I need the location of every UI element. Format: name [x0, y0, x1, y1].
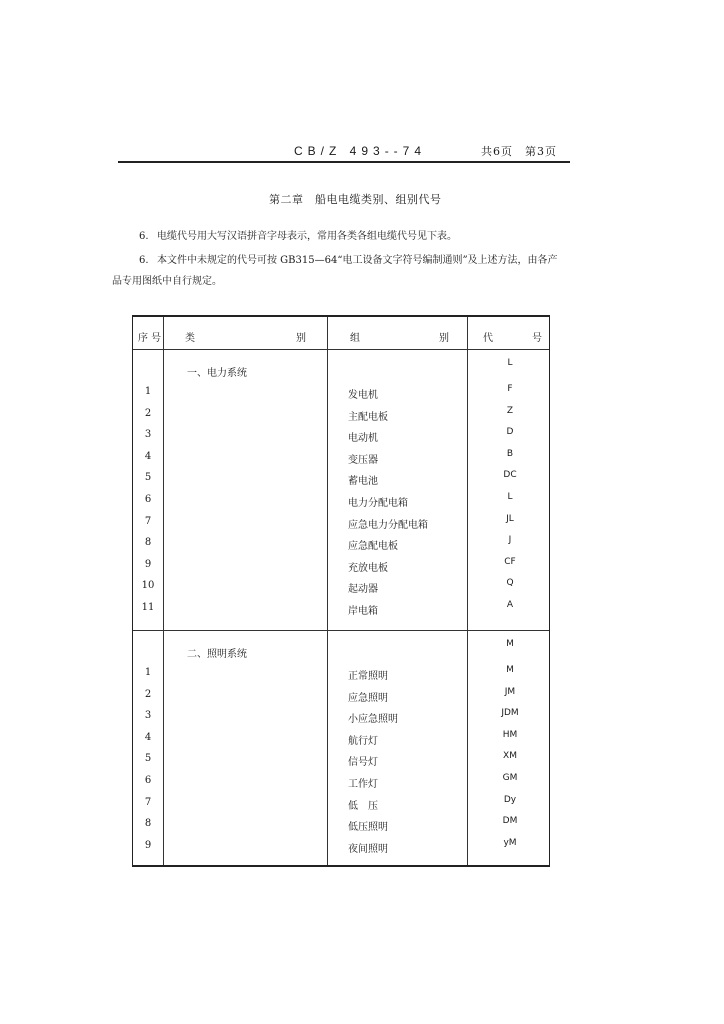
row-code: JL — [506, 513, 514, 524]
row-group: 工作灯 — [348, 779, 378, 790]
paragraph-text: 电缆代号用大写汉语拼音字母表示，常用各类各组电缆代号见下表。 — [157, 231, 457, 242]
cable-code-table — [132, 315, 550, 867]
row-index: 3 — [144, 429, 152, 441]
header-code-end: 号 — [532, 333, 542, 344]
column-divider — [327, 317, 328, 865]
paragraph-1 — [139, 230, 457, 244]
row-code: Z — [506, 405, 514, 416]
row-group: 电动机 — [348, 433, 378, 445]
row-index: 5 — [144, 753, 152, 765]
row-index: 4 — [144, 450, 152, 462]
row-index: 5 — [144, 472, 152, 484]
row-index: 1 — [144, 386, 152, 397]
row-code: XM — [503, 751, 517, 762]
row-group: 岸电箱 — [348, 606, 378, 617]
row-code: yM — [503, 837, 517, 848]
page-count: 共6页 第3页 — [481, 145, 557, 158]
column-divider — [163, 317, 164, 865]
row-code: Dy — [503, 794, 517, 805]
paragraph-number: 6. — [139, 255, 149, 266]
row-code: JM — [504, 686, 516, 697]
row-code: M — [506, 665, 514, 675]
section-code: L — [507, 358, 513, 368]
row-code: D — [506, 427, 514, 438]
row-code: J — [508, 535, 512, 546]
row-code: Q — [506, 578, 514, 589]
paragraph-number: 6. — [139, 231, 149, 242]
row-code: DC — [503, 470, 517, 481]
row-index: 6 — [144, 494, 152, 505]
row-code: A — [506, 600, 514, 610]
header-divider — [133, 349, 549, 350]
row-index: 2 — [144, 407, 152, 419]
row-group: 正常照明 — [348, 671, 388, 682]
row-code: L — [507, 492, 513, 502]
row-index: 8 — [144, 818, 152, 830]
row-group: 应急照明 — [348, 692, 388, 704]
column-divider — [467, 317, 468, 865]
header-rule — [118, 161, 570, 163]
row-index: 8 — [144, 537, 152, 549]
row-group: 起动器 — [348, 584, 378, 596]
paragraph-text: 本文件中未规定的代号可按 GB315—64“电工设备文字符号编制通则”及上述方法，由各产 — [157, 255, 558, 266]
row-code: HM — [502, 729, 518, 740]
row-group: 低压照明 — [348, 822, 388, 834]
header-category-end: 别 — [296, 333, 306, 344]
row-index: 10 — [141, 580, 155, 592]
row-group: 变压器 — [348, 454, 378, 466]
row-index: 9 — [144, 839, 152, 851]
row-group: 主配电板 — [348, 411, 388, 423]
row-group: 夜间照明 — [348, 843, 388, 855]
paragraph-2-continued: 品专用图纸中自行规定。 — [112, 276, 222, 287]
row-code: GM — [502, 773, 518, 783]
header-category: 类 — [185, 333, 195, 344]
row-index: 9 — [144, 558, 152, 570]
row-index: 7 — [144, 515, 152, 527]
row-group: 电力分配电箱 — [348, 498, 408, 509]
row-code: B — [506, 448, 514, 459]
header-code: 代 — [483, 333, 493, 344]
row-group: 蓄电池 — [348, 476, 378, 488]
header-group: 组 — [350, 333, 360, 344]
row-index: 1 — [144, 667, 152, 678]
document-code: CB/Z 493--74 — [294, 144, 427, 158]
section-category: 一、电力系统 — [187, 368, 247, 379]
section-title: 第二章 船电电缆类别、组别代号 — [269, 193, 442, 206]
section-code: M — [506, 639, 514, 649]
section-category: 二、照明系统 — [187, 649, 247, 660]
row-code: F — [507, 384, 513, 394]
row-group: 应急电力分配电箱 — [348, 519, 428, 531]
row-group: 低 压 — [348, 800, 378, 812]
row-group: 小应急照明 — [348, 714, 398, 726]
row-index: 11 — [141, 602, 155, 613]
row-index: 7 — [144, 796, 152, 808]
row-group: 信号灯 — [348, 757, 378, 769]
paragraph-2 — [139, 254, 558, 268]
row-index: 2 — [144, 688, 152, 700]
row-group: 应急配电板 — [348, 541, 398, 553]
row-group: 航行灯 — [348, 735, 378, 747]
row-index: 3 — [144, 710, 152, 722]
row-code: DM — [502, 816, 518, 827]
row-index: 4 — [144, 731, 152, 743]
section-divider — [133, 630, 549, 631]
row-code: CF — [504, 556, 516, 567]
row-group: 发电机 — [348, 390, 378, 401]
header-index: 序 号 — [138, 333, 162, 344]
row-group: 充放电板 — [348, 562, 388, 574]
row-index: 6 — [144, 775, 152, 786]
header-group-end: 别 — [439, 333, 449, 344]
row-code: JDM — [501, 708, 519, 719]
